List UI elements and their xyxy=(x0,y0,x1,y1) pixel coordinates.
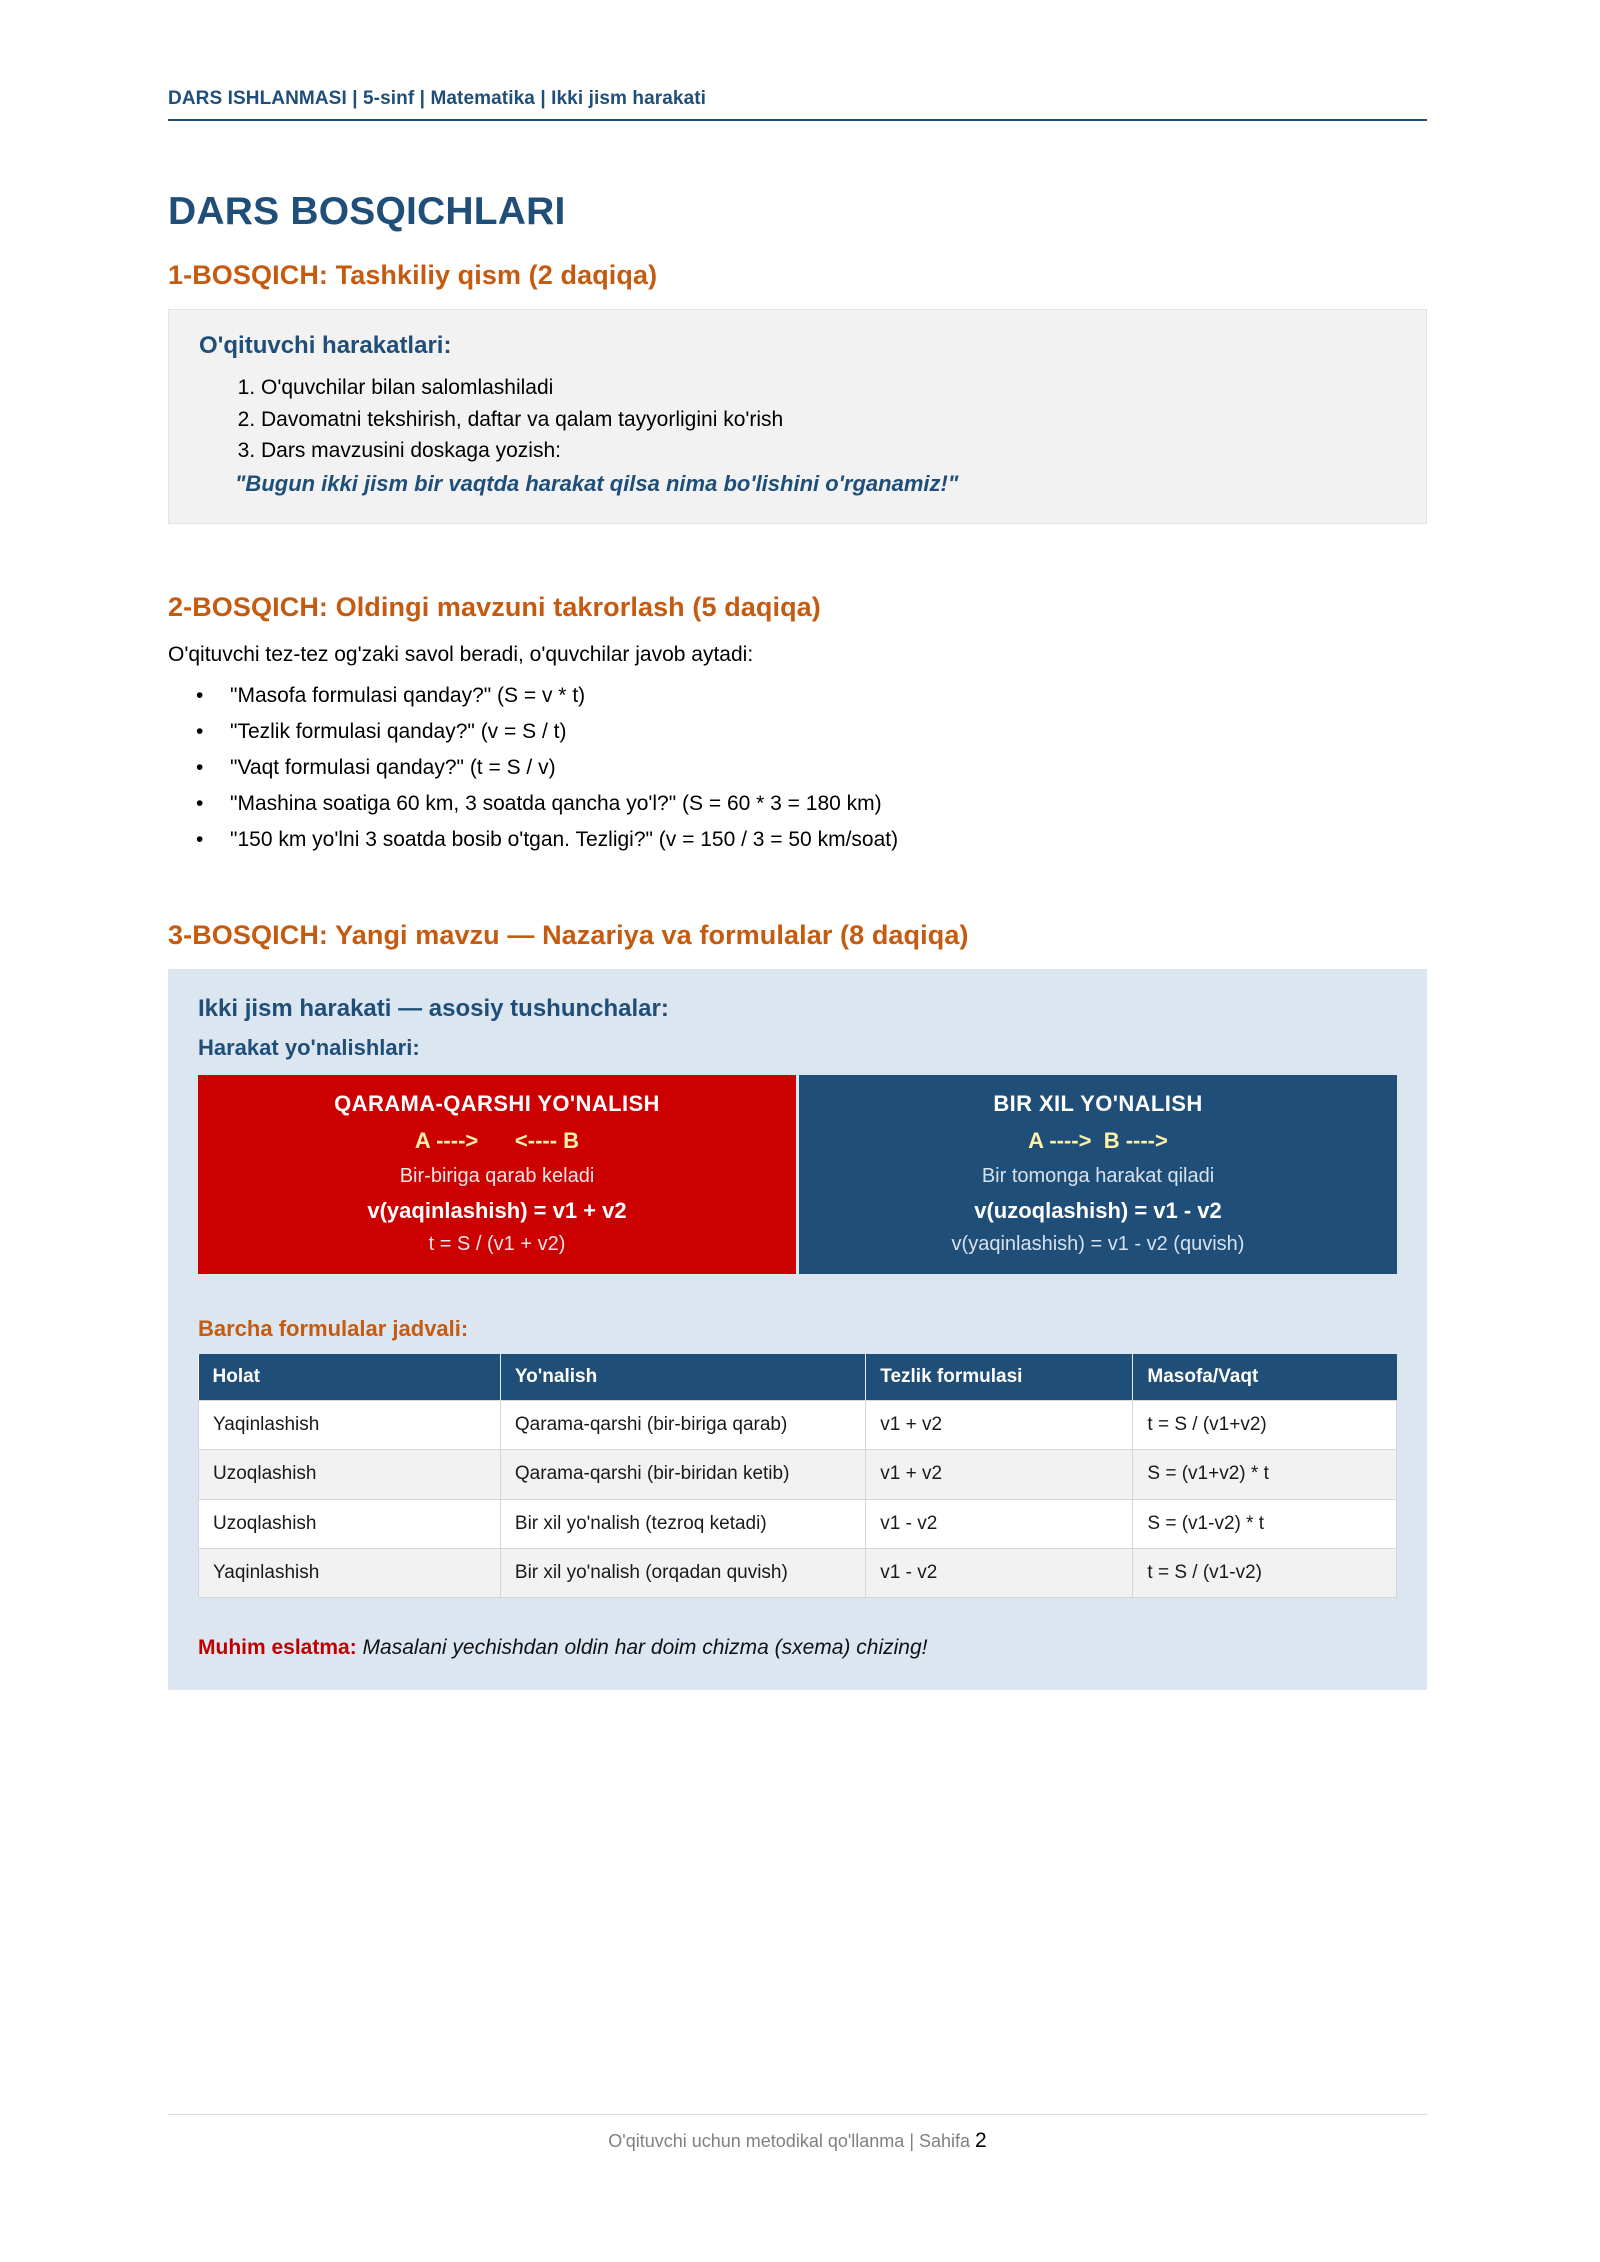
table-row xyxy=(199,1450,1397,1499)
direction-panels xyxy=(198,1075,1397,1274)
stage1-box-heading: O'qituvchi harakatlari: xyxy=(199,332,452,359)
footer-label: O'qituvchi uchun metodikal qo'llanma | Sahifa xyxy=(608,2131,976,2151)
cell-holat: Yaqinlashish xyxy=(199,1548,501,1597)
stage1-callout-box xyxy=(168,309,1427,524)
list-item: • "150 km yo'lni 3 soatda bosib o'tgan. Tezligi?" (v = 150 / 3 = 50 km/soat) xyxy=(230,824,1427,856)
table-row xyxy=(199,1499,1397,1548)
formulas-table-label: Barcha formulalar jadvali: xyxy=(198,1315,469,1341)
stage2-title: 2-BOSQICH: Oldingi mavzuni takrorlash (5 daqiqa) xyxy=(168,592,821,623)
panel-title: BIR XIL YO'NALISH xyxy=(993,1090,1203,1116)
footer-text-wrap xyxy=(168,2129,1427,2153)
header-divider xyxy=(168,119,1427,121)
stage3-title: 3-BOSQICH: Yangi mavzu — Nazariya va formulalar (8 daqiqa) xyxy=(168,919,969,950)
cell-holat: Uzoqlashish xyxy=(199,1499,501,1548)
list-item: 2. Davomatni tekshirish, daftar va qalam tayyorligini ko'rish xyxy=(261,406,1396,434)
note-label: Muhim eslatma: xyxy=(198,1636,357,1660)
arrow-diagram-icon: A ----> <---- B xyxy=(414,1127,580,1153)
cell-tezlik: v1 + v2 xyxy=(866,1450,1133,1499)
column-header-holat: Holat xyxy=(199,1354,501,1401)
cell-tezlik: v1 + v2 xyxy=(866,1400,1133,1449)
cell-holat: Uzoqlashish xyxy=(199,1450,501,1499)
formulas-table xyxy=(198,1354,1397,1598)
cell-masofa: t = S / (v1+v2) xyxy=(1133,1400,1397,1449)
document-footer xyxy=(168,2114,1427,2153)
stage2-section xyxy=(168,592,1427,856)
panel-formula: v(uzoqlashish) = v1 - v2 xyxy=(974,1197,1222,1223)
cell-tezlik: v1 - v2 xyxy=(866,1548,1133,1597)
cell-masofa: S = (v1+v2) * t xyxy=(1133,1450,1397,1499)
stage2-question-list xyxy=(168,680,1427,856)
table-row xyxy=(199,1400,1397,1449)
cell-masofa: t = S / (v1-v2) xyxy=(1133,1548,1397,1597)
list-item: • "Tezlik formulasi qanday?" (v = S / t) xyxy=(230,716,1427,748)
column-header-yonalish: Yo'nalish xyxy=(500,1354,865,1401)
list-item: 1. O'quvchilar bilan salomlashiladi xyxy=(261,374,1396,402)
cell-yonalish: Qarama-qarshi (bir-biridan ketib) xyxy=(500,1450,865,1499)
stage1-title: 1-BOSQICH: Tashkiliy qism (2 daqiqa) xyxy=(168,260,658,290)
stage1-quote: "Bugun ikki jism bir vaqtda harakat qilsa nima bo'lishini o'rganamiz!" xyxy=(235,471,959,497)
important-note xyxy=(198,1636,1397,1660)
cell-yonalish: Bir xil yo'nalish (orqadan quvish) xyxy=(500,1548,865,1597)
footer-divider xyxy=(168,2114,1427,2115)
page-title: DARS BOSQICHLARI xyxy=(168,190,566,233)
panel-description: Bir-biriga qarab keladi xyxy=(399,1164,595,1187)
table-header-row xyxy=(199,1354,1397,1401)
arrow-diagram-icon: A ----> B ----> xyxy=(1028,1127,1168,1153)
stage1-step-list xyxy=(199,374,1396,465)
stage3-theory-box xyxy=(168,969,1427,1690)
page-number: 2 xyxy=(975,2129,987,2152)
note-text: Masalani yechishdan oldin har doim chizma (sxema) chizing! xyxy=(362,1636,928,1660)
panel-description: Bir tomonga harakat qiladi xyxy=(981,1164,1215,1187)
list-item: • "Masofa formulasi qanday?" (S = v * t) xyxy=(230,680,1427,712)
stage3-sub-heading: Harakat yo'nalishlari: xyxy=(198,1034,420,1060)
panel-sub-formula: v(yaqinlashish) = v1 - v2 (quvish) xyxy=(951,1232,1245,1255)
cell-tezlik: v1 - v2 xyxy=(866,1499,1133,1548)
panel-sub-formula: t = S / (v1 + v2) xyxy=(428,1232,566,1255)
table-row xyxy=(199,1548,1397,1597)
stage3-box-heading: Ikki jism harakati — asosiy tushunchalar: xyxy=(198,994,669,1022)
header-breadcrumb: DARS ISHLANMASI | 5-sinf | Matematika | Ikki jism harakati xyxy=(168,88,707,109)
panel-title: QARAMA-QARSHI YO'NALISH xyxy=(334,1090,660,1116)
cell-masofa: S = (v1-v2) * t xyxy=(1133,1499,1397,1548)
stage2-lead-text: O'qituvchi tez-tez og'zaki savol beradi, o'quvchilar javob aytadi: xyxy=(168,643,754,667)
column-header-tezlik: Tezlik formulasi xyxy=(866,1354,1133,1401)
column-header-masofa: Masofa/Vaqt xyxy=(1133,1354,1397,1401)
list-item: 3. Dars mavzusini doskaga yozish: xyxy=(261,437,1396,465)
list-item: • "Mashina soatiga 60 km, 3 soatda qancha yo'l?" (S = 60 * 3 = 180 km) xyxy=(230,788,1427,820)
direction-panel-same xyxy=(799,1075,1397,1274)
list-item: • "Vaqt formulasi qanday?" (t = S / v) xyxy=(230,752,1427,784)
cell-yonalish: Qarama-qarshi (bir-biriga qarab) xyxy=(500,1400,865,1449)
cell-holat: Yaqinlashish xyxy=(199,1400,501,1449)
document-header xyxy=(168,88,1427,121)
cell-yonalish: Bir xil yo'nalish (tezroq ketadi) xyxy=(500,1499,865,1548)
document-content xyxy=(168,190,1427,1730)
direction-panel-opposite xyxy=(198,1075,796,1274)
panel-formula: v(yaqinlashish) = v1 + v2 xyxy=(367,1197,627,1223)
